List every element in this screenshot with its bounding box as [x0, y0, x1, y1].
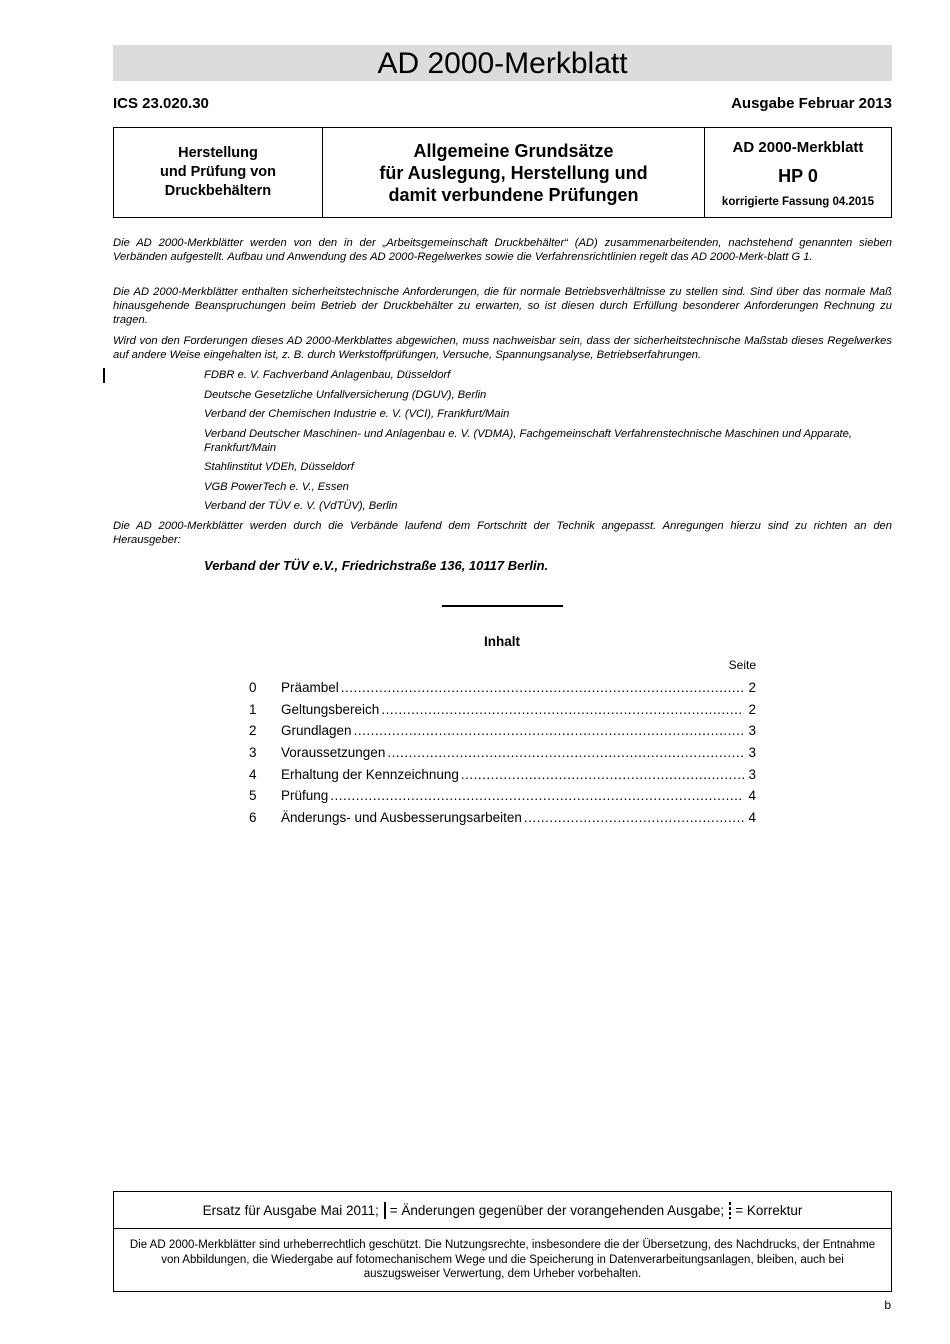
header-category [114, 128, 323, 217]
toc-leader [341, 680, 744, 695]
toc-leader [524, 810, 744, 825]
toc-row[interactable] [249, 807, 756, 829]
toc-label: Geltungsbereich [281, 701, 380, 717]
toc-label: Prüfung [281, 788, 329, 804]
document-banner-title: AD 2000-Merkblatt [113, 45, 892, 81]
toc-number: 6 [249, 809, 257, 825]
toc-page: 4 [748, 788, 756, 804]
toc-label: Voraussetzungen [281, 745, 386, 761]
toc-label: Grundlagen [281, 723, 352, 739]
intro-paragraph-2: Die AD 2000-Merkblätter enthalten sicherheitstechnische Anforderungen, die für normale Betriebsverhältnisse zu stellen sind. Sind über das normale Maß hinausgehende Beanspruchungen beim Betrieb der Druckbehälter zu erwarten, so ist diesen durch Erfüllung besonderer Anforderungen Rechnung zu tragen. [113, 286, 892, 326]
member-item: Stahlinstitut VDEh, Düsseldorf [204, 461, 354, 473]
member-item: Verband Deutscher Maschinen- und Anlagenbau e. V. (VDMA), Fachgemeinschaft Verfahrenstechnische Maschinen und Apparate, Frankfurt/Main [204, 427, 852, 454]
header-series: AD 2000-Merkblatt [732, 139, 864, 156]
edition-date: Ausgabe Februar 2013 [731, 95, 892, 112]
header-title-line: für Auslegung, Herstellung und [379, 162, 648, 183]
toc-page: 3 [748, 766, 756, 782]
divider [442, 605, 563, 607]
intro-paragraph-1: Die AD 2000-Merkblätter werden von den in der „Arbeitsgemeinschaft Druckbehälter“ (AD) zusammenarbeitenden, nachstehend genannten sieben Verbänden aufgestellt. Aufbau und Anwendung des AD 2000-Regelwerkes sowie die Verfahrensrichtlinien regelt das AD 2000-Merk-blatt G 1. [113, 237, 892, 263]
change-bar-icon [384, 1202, 386, 1219]
toc-label: Präambel [281, 680, 339, 696]
legend-correction: = Korrektur [735, 1202, 803, 1218]
header-category-line: und Prüfung von [160, 164, 276, 180]
header-title [323, 128, 705, 217]
header-code: HP 0 [778, 166, 818, 186]
page-letter: b [884, 1298, 891, 1312]
toc-row[interactable] [249, 742, 756, 764]
toc-leader [354, 723, 744, 738]
toc-label: Erhaltung der Kennzeichnung [281, 766, 459, 782]
header-table [113, 127, 892, 218]
toc-page: 3 [748, 745, 756, 761]
toc-number: 5 [249, 788, 257, 804]
member-item: VGB PowerTech e. V., Essen [204, 480, 349, 493]
replacement-note: Ersatz für Ausgabe Mai 2011; [202, 1202, 379, 1218]
member-item: Deutsche Gesetzliche Unfallversicherung (DGUV), Berlin [204, 388, 487, 401]
toc-number: 2 [249, 723, 257, 739]
ics-code: ICS 23.020.30 [113, 95, 209, 112]
toc-label: Änderungs- und Ausbesserungsarbeiten [281, 809, 522, 825]
member-item: Verband der Chemischen Industrie e. V. (VCI), Frankfurt/Main [204, 408, 510, 420]
member-item: Verband der TÜV e. V. (VdTÜV), Berlin [204, 500, 398, 512]
header-category-line: Druckbehältern [164, 183, 272, 199]
publisher-address: Verband der TÜV e.V., Friedrichstraße 136, 10117 Berlin. [204, 558, 549, 573]
toc-page: 4 [748, 809, 756, 825]
footer-box [113, 1191, 892, 1292]
dashed-bar-icon [729, 1202, 731, 1219]
toc-number: 3 [249, 745, 257, 761]
header-code-cell [705, 128, 891, 217]
toc-number: 0 [249, 680, 257, 696]
member-item: FDBR e. V. Fachverband Anlagenbau, Düsseldorf [204, 369, 451, 381]
toc-leader [461, 767, 744, 782]
toc-row[interactable] [249, 699, 756, 721]
footer-legend [114, 1192, 891, 1229]
toc-page: 2 [748, 701, 756, 717]
copyright-notice: Die AD 2000-Merkblätter sind urheberrechtlich geschützt. Die Nutzungsrechte, insbesondere die der Übersetzung, des Nachdrucks, der Entnahme von Abbildungen, die Wiedergabe auf fotomechanischem Wege und die Speicherung in Datenverarbeitungsanlagen, bleiben, auch bei auszugsweiser Verwertung, dem Urheber vorbehalten. [129, 1239, 876, 1281]
toc-leader [387, 745, 744, 760]
header-title-line: Allgemeine Grundsätze [413, 140, 614, 161]
toc-row[interactable] [249, 720, 756, 742]
toc-title: Inhalt [484, 634, 520, 649]
toc-number: 1 [249, 701, 257, 717]
toc-page: 3 [748, 723, 756, 739]
header-revision: korrigierte Fassung 04.2015 [721, 196, 875, 208]
legend-change: = Änderungen gegenüber der vorangehenden Ausgabe; [389, 1202, 725, 1218]
toc-leader [330, 788, 744, 803]
toc-page: 2 [748, 680, 756, 696]
intro-paragraph-3: Wird von den Forderungen dieses AD 2000-Merkblattes abgewichen, muss nachweisbar sein, dass der sicherheitstechnische Maßstab dieses Regelwerkes auf andere Weise eingehalten ist, z. B. durch Werkstoffprüfungen, Versuche, Spannungsanalyse, Betriebserfahrungen. [113, 335, 892, 361]
change-bar [103, 368, 105, 383]
toc-row[interactable] [249, 677, 756, 699]
toc-row[interactable] [249, 785, 756, 807]
table-of-contents [249, 677, 756, 828]
toc-leader [381, 702, 744, 717]
toc-number: 4 [249, 766, 257, 782]
header-category-line: Herstellung [178, 145, 258, 161]
closing-paragraph: Die AD 2000-Merkblätter werden durch die Verbände laufend dem Fortschritt der Technik angepasst. Anregungen hierzu sind zu richten an den Herausgeber: [113, 520, 892, 546]
toc-row[interactable] [249, 763, 756, 785]
header-title-line: damit verbundene Prüfungen [388, 184, 639, 205]
toc-page-header: Seite [728, 658, 756, 672]
member-list [204, 368, 864, 519]
